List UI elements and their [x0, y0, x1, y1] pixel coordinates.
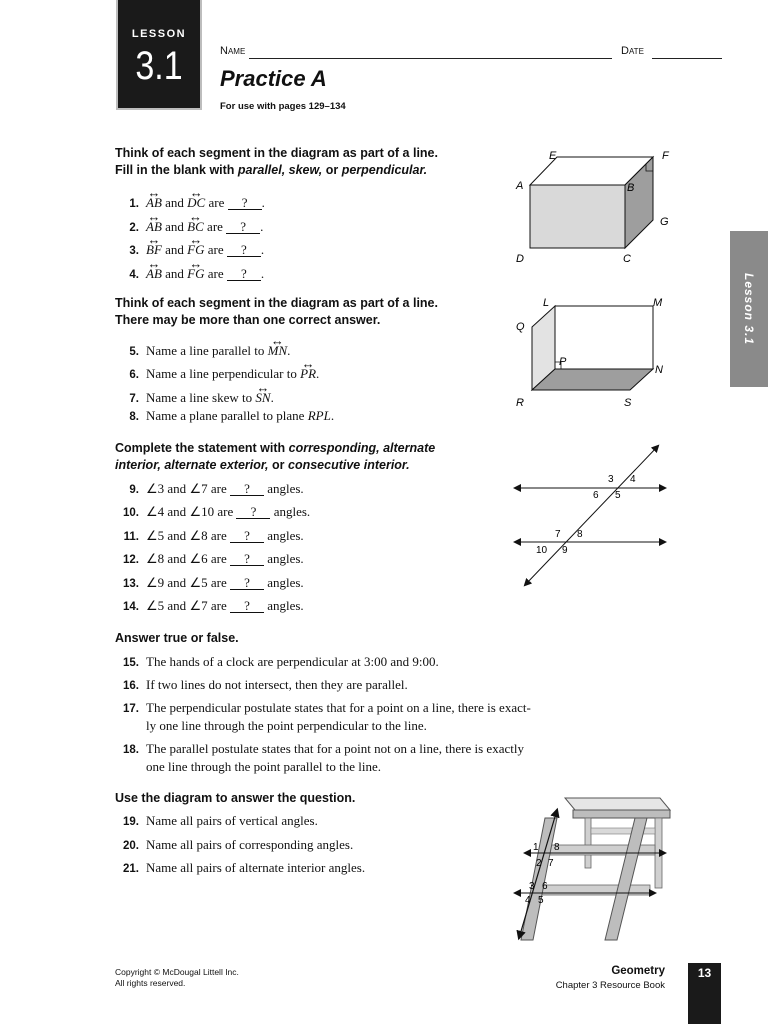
- lesson-word: LESSON: [131, 28, 187, 40]
- angle-label-10: 10: [536, 545, 548, 556]
- angle-label-9: 9: [562, 545, 568, 556]
- label-g: G: [660, 216, 669, 228]
- section3-instr-line2: interior, alternate exterior, or consecutive interior.: [115, 458, 410, 472]
- angle-label-3: 3: [529, 881, 535, 892]
- label-b: B: [627, 182, 635, 194]
- section1-instr-line2: Fill in the blank with parallel, skew, or perpendicular.: [115, 163, 428, 177]
- label-q: Q: [516, 321, 525, 333]
- answer-blank[interactable]: ?: [226, 220, 260, 234]
- question-5: 5. Name a line parallel to ↔ MN.: [115, 337, 290, 360]
- name-label: Name: [220, 45, 246, 57]
- box-diagram-1: [505, 140, 685, 270]
- label-s: S: [624, 397, 632, 409]
- section3-instructions: [115, 440, 435, 474]
- page-number: 13: [688, 963, 721, 1024]
- page-subtitle: For use with pages 129–134: [220, 101, 346, 112]
- angle-label-3: 3: [608, 474, 614, 485]
- question-10: 10. ∠4 and ∠10 are ? angles.: [123, 504, 311, 519]
- angle-label-7: 7: [548, 858, 554, 869]
- transversal-diagram: [510, 440, 670, 590]
- section1-instr-line1: Think of each segment in the diagram as part of a line.: [115, 146, 438, 160]
- question-2: 2.↔ AB and ↔ BC are ? .: [115, 213, 263, 236]
- question-12: 12. ∠8 and ∠6 are ? angles.: [123, 551, 304, 566]
- question-9: 9. ∠3 and ∠7 are ? angles.: [129, 481, 304, 496]
- section2-instr-line2: There may be more than one correct answer.: [115, 313, 381, 327]
- angle-label-8: 8: [577, 529, 583, 540]
- side-tab-label: Lesson 3.1: [742, 272, 756, 346]
- copyright: [115, 967, 239, 989]
- question-14: 14. ∠5 and ∠7 are ? angles.: [123, 598, 304, 613]
- label-m: M: [653, 297, 663, 309]
- answer-blank[interactable]: ?: [227, 267, 261, 281]
- section5-instructions: Use the diagram to answer the question.: [115, 791, 356, 805]
- date-field[interactable]: [652, 58, 722, 59]
- section3-instr-line1: Complete the statement with corresponding, alternate: [115, 441, 436, 455]
- angle-label-4: 4: [525, 895, 531, 906]
- question-17-cont: ly one line through the point perpendicular to the line.: [146, 718, 427, 733]
- question-4: 4.↔ AB and ↔ FG are ? .: [115, 260, 264, 283]
- copyright-line2: All rights reserved.: [115, 978, 186, 988]
- question-20: 20. Name all pairs of corresponding angles.: [123, 837, 354, 852]
- answer-blank[interactable]: ?: [228, 196, 262, 210]
- label-f: F: [662, 150, 669, 162]
- angle-label-1: 1: [533, 842, 539, 853]
- question-6: 6. Name a line perpendicular to ↔ PR.: [115, 360, 319, 383]
- label-c: C: [623, 253, 631, 265]
- lesson-badge: [116, 0, 202, 110]
- section2-instr-line1: Think of each segment in the diagram as part of a line.: [115, 296, 438, 310]
- angle-label-2: 2: [536, 858, 542, 869]
- answer-blank[interactable]: ?: [230, 529, 264, 543]
- stool-diagram: [505, 790, 680, 950]
- label-e: E: [549, 150, 557, 162]
- question-19: 19. Name all pairs of vertical angles.: [123, 813, 318, 828]
- answer-blank[interactable]: ?: [227, 243, 261, 257]
- label-a: A: [516, 180, 524, 192]
- section1-instructions: [115, 145, 438, 179]
- answer-blank[interactable]: ?: [230, 599, 264, 613]
- question-13: 13. ∠9 and ∠5 are ? angles.: [123, 575, 304, 590]
- angle-label-6: 6: [593, 490, 599, 501]
- label-n: N: [655, 364, 663, 376]
- box-diagram-2: [505, 292, 685, 412]
- label-l: L: [543, 297, 550, 309]
- section2-instructions: [115, 295, 438, 329]
- angle-label-5: 5: [538, 895, 544, 906]
- question-16: 16. If two lines do not intersect, then they are parallel.: [123, 677, 408, 692]
- question-21: 21. Name all pairs of alternate interior angles.: [123, 860, 366, 875]
- question-17: 17. The perpendicular postulate states that for a point on a line, there is exact-: [123, 700, 531, 715]
- angle-label-7: 7: [555, 529, 561, 540]
- section4-instructions: Answer true or false.: [115, 631, 239, 645]
- question-3: 3.↔ BF and ↔ FG are ? .: [115, 236, 264, 259]
- book-title: Geometry: [611, 965, 665, 977]
- angle-label-6: 6: [542, 881, 548, 892]
- copyright-line1: Copyright © McDougal Littell Inc.: [115, 967, 239, 977]
- angle-label-4: 4: [630, 474, 636, 485]
- label-r: R: [516, 397, 524, 409]
- lesson-number: 3.1: [135, 44, 183, 88]
- book-subtitle: Chapter 3 Resource Book: [555, 980, 665, 991]
- question-15: 15. The hands of a clock are perpendicular at 3:00 and 9:00.: [123, 654, 439, 669]
- name-field[interactable]: [249, 58, 612, 59]
- answer-blank[interactable]: ?: [236, 505, 270, 519]
- angle-label-8: 8: [554, 842, 560, 853]
- label-d: D: [516, 253, 524, 265]
- question-11: 11. ∠5 and ∠8 are ? angles.: [123, 528, 304, 543]
- answer-blank[interactable]: ?: [230, 552, 264, 566]
- side-tab: [730, 231, 768, 387]
- answer-blank[interactable]: ?: [230, 482, 264, 496]
- page-title: Practice A: [220, 66, 327, 91]
- answer-blank[interactable]: ?: [230, 576, 264, 590]
- date-label: Date: [621, 45, 644, 57]
- question-18-cont: one line through the point parallel to the line.: [146, 759, 382, 774]
- question-1: 1.↔ AB and ↔ DC are ? .: [115, 189, 265, 212]
- question-7: 7. Name a line skew to ↔ SN.: [115, 384, 274, 407]
- question-8: 8. Name a plane parallel to plane RPL.: [129, 408, 335, 423]
- angle-label-5: 5: [615, 490, 621, 501]
- question-18: 18. The parallel postulate states that for a point not on a line, there is exactly: [123, 741, 524, 756]
- label-p: P: [559, 356, 567, 368]
